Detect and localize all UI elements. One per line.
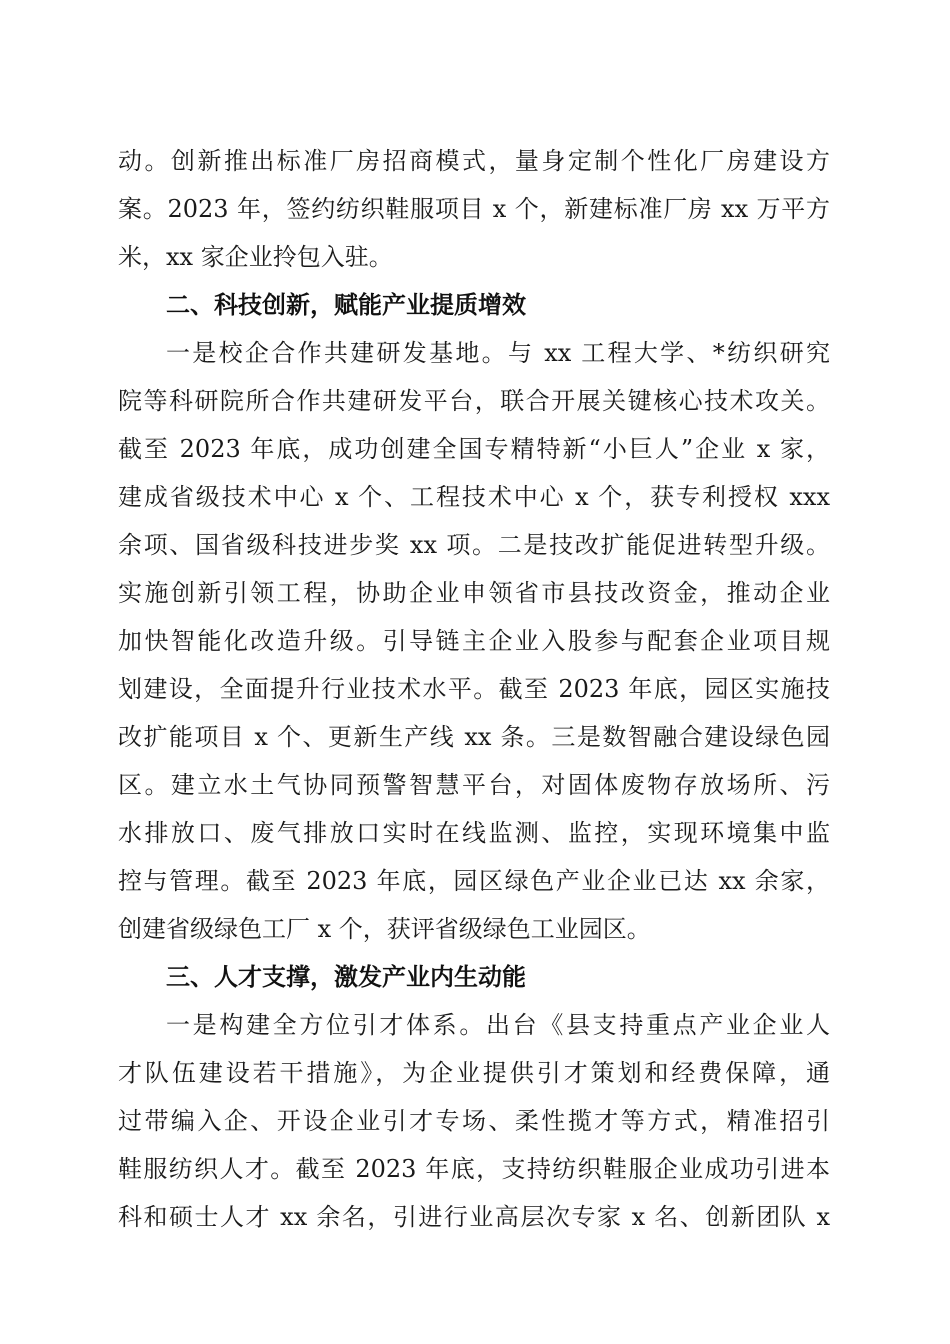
section-heading-talent-support: 三、人才支撑，激发产业内生动能 (166, 963, 526, 991)
body-text-line: 科和硕士人才 xx 余名，引进行业高层次专家 x 名、创新团队 x (118, 1203, 830, 1231)
body-text-line: 控与管理。截至 2023 年底，园区绿色产业企业已达 xx 余家， (118, 867, 830, 895)
body-text-line: 案。2023 年，签约纺织鞋服项目 x 个，新建标准厂房 xx 万平方 (118, 195, 830, 223)
body-text-line: 院等科研院所合作共建研发平台，联合开展关键核心技术攻关。 (118, 387, 830, 415)
body-text-line: 动。创新推出标准厂房招商模式，量身定制个性化厂房建设方 (118, 147, 830, 175)
body-text-line: 实施创新引领工程，协助企业申领省市县技改资金，推动企业 (118, 579, 830, 607)
body-text-line: 改扩能项目 x 个、更新生产线 xx 条。三是数智融合建设绿色园 (118, 723, 830, 751)
body-text-line: 加快智能化改造升级。引导链主企业入股参与配套企业项目规 (118, 627, 830, 655)
body-text-line: 划建设，全面提升行业技术水平。截至 2023 年底，园区实施技 (118, 675, 830, 703)
body-text-line: 水排放口、废气排放口实时在线监测、监控，实现环境集中监 (118, 819, 830, 847)
body-text-line: 米，xx 家企业拎包入驻。 (118, 243, 393, 271)
body-text-line: 一是构建全方位引才体系。出台《县支持重点产业企业人 (166, 1011, 830, 1039)
body-text-line: 创建省级绿色工厂 x 个，获评省级绿色工业园区。 (118, 915, 651, 943)
body-text-line: 鞋服纺织人才。截至 2023 年底，支持纺织鞋服企业成功引进本 (118, 1155, 830, 1183)
body-text-line: 截至 2023 年底，成功创建全国专精特新“小巨人”企业 x 家， (118, 435, 830, 463)
body-text-line: 过带编入企、开设企业引才专场、柔性揽才等方式，精准招引 (118, 1107, 830, 1135)
section-heading-tech-innovation: 二、科技创新，赋能产业提质增效 (166, 291, 526, 319)
body-text-line: 才队伍建设若干措施》，为企业提供引才策划和经费保障，通 (118, 1059, 830, 1087)
body-text-line: 建成省级技术中心 x 个、工程技术中心 x 个，获专利授权 xxx (118, 483, 830, 511)
body-text-line: 一是校企合作共建研发基地。与 xx 工程大学、*纺织研究 (166, 339, 830, 367)
body-text-line: 区。建立水土气协同预警智慧平台，对固体废物存放场所、污 (118, 771, 830, 799)
body-text-line: 余项、国省级科技进步奖 xx 项。二是技改扩能促进转型升级。 (118, 531, 830, 559)
